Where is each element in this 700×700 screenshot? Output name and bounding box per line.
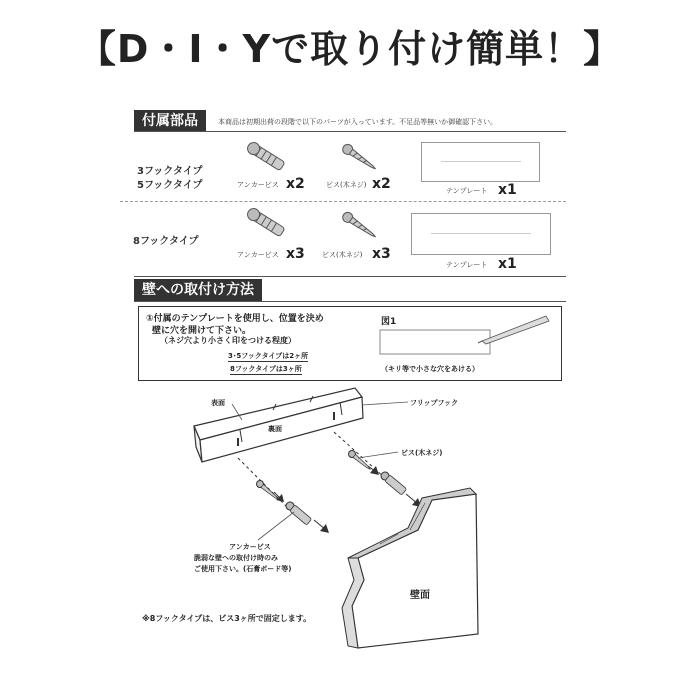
template-icon [421,142,540,182]
back-label: 裏面 [268,425,282,433]
row2-anchor-label: アンカービス [237,251,279,259]
anchor-screw-icon [240,140,300,180]
anchor-label: アンカービス [229,543,271,551]
row1-template-label: テンプレート [446,187,488,195]
row1-screw-label: ビス(木ネジ) [326,181,367,189]
row1-template-count: x1 [498,182,517,198]
anchor-note-1: 脆弱な壁への取付け時のみ [194,554,278,562]
row1-type-label-1: 3フックタイプ [137,166,203,177]
wood-screw-icon [335,140,385,176]
fig1-illustration [378,308,553,363]
row2-template-count: x1 [498,256,517,272]
parts-section-header: 付属部品 [134,110,206,132]
step1-line2: 壁に穴を開けて下さい。 [152,326,252,336]
wall-label: 壁面 [410,590,430,601]
anchor-note-2: ご使用下さい。(石膏ボード等) [194,565,292,573]
parts-divider-top [134,131,566,132]
anchor-screw-icon [240,206,300,246]
parts-divider-bottom [134,276,566,277]
template-icon [411,213,551,255]
parts-row-separator [120,201,566,202]
row1-screw-count: x2 [372,176,391,192]
install-section-header: 壁への取付け方法 [134,279,262,301]
step1-line1: ①付属のテンプレートを使用し、位置を決め [146,314,324,324]
wood-screw-icon [335,208,385,244]
row1-type-label-2: 5フックタイプ [137,180,203,191]
page-title: 【D・I・Yで取り付け簡単！】 [77,27,623,71]
row2-template-label: テンプレート [446,261,488,269]
row2-type-label: 8フックタイプ [133,236,199,247]
screw-label: ビス(木ネジ) [401,449,443,457]
fig1-label: 図1 [381,317,397,327]
parts-note: 本商品は初期出荷の段階で以下のパーツが入っています。不足品等無いか御確認下さい。 [218,118,498,126]
fig1-caption: （キリ等で小さな穴をあける） [381,365,479,373]
row2-screw-label: ビス(木ネジ) [322,251,363,259]
row2-screw-count: x3 [372,246,391,262]
footnote: ※8フックタイプは、ビス3ヶ所で固定します。 [142,614,312,623]
row2-anchor-count: x3 [286,246,305,262]
row1-anchor-count: x2 [286,176,305,192]
row1-anchor-label: アンカービス [237,181,279,189]
step1-line3: （ネジ穴より小さく印をつける程度） [160,336,296,345]
note-8-hook: 8フックタイプは3ヶ所 [230,365,302,373]
install-divider [134,301,566,302]
flip-hook-label: フリップフック [410,399,458,407]
note-3-5-hook: 3･5フックタイプは2ヶ所 [228,352,309,360]
front-label: 表面 [211,399,225,407]
